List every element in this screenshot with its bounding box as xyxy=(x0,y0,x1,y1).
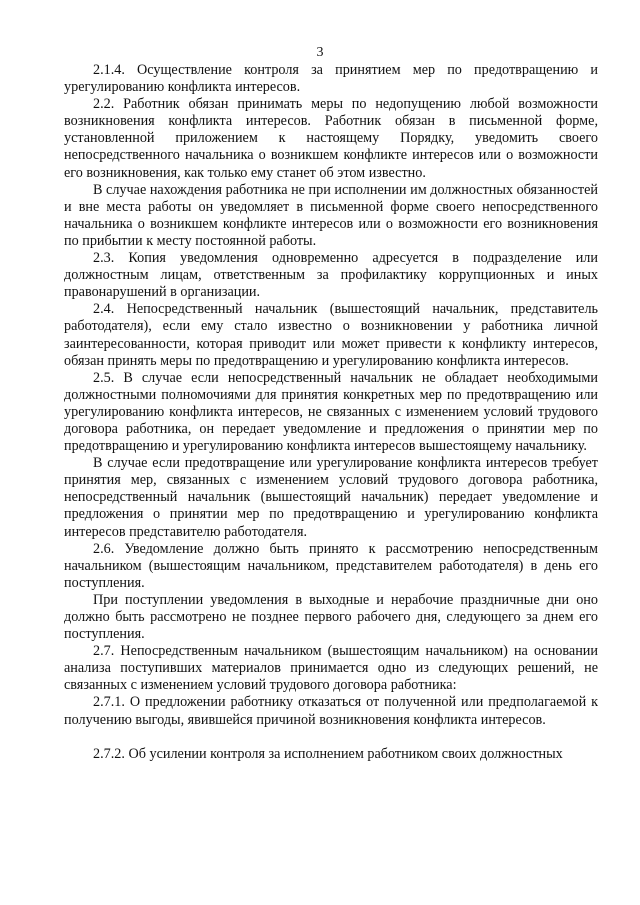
paragraph-2-7: 2.7. Непосредственным начальником (вышестоящим начальником) на основании анализа поступивших материалов принимается одно из следующих решений, не связанных с изменением условий трудового договора работника: xyxy=(64,643,598,694)
paragraph-2-2-continued: В случае нахождения работника не при исполнении им должностных обязанностей и вне места работы он уведомляет в письменной форме своего непосредственного начальника о возникшем конфликте интересов или о возможности его возникновения по прибытии к месту постоянной работы. xyxy=(64,181,598,249)
document-body xyxy=(64,62,598,763)
paragraph-2-2: 2.2. Работник обязан принимать меры по недопущению любой возможности возникновения конфликта интересов. Работник обязан в письменной форме, установленной приложением к настоящему Порядку, уведомить своего непосредственного начальника о возникшем конфликте интересов или о возможности его возникновения, как только ему станет об этом известно. xyxy=(64,96,598,181)
paragraph-gap xyxy=(64,729,598,746)
paragraph-2-1-4: 2.1.4. Осуществление контроля за принятием мер по предотвращению и урегулированию конфликта интересов. xyxy=(64,62,598,96)
paragraph-2-4: 2.4. Непосредственный начальник (вышестоящий начальник, представитель работодателя), если ему стало известно о возникновении у работника личной заинтересованности, которая приводит или может привести к конфликту интересов, обязан принять меры по предотвращению и урегулированию конфликта интересов. xyxy=(64,301,598,369)
paragraph-2-5: 2.5. В случае если непосредственный начальник не обладает необходимыми должностными полномочиями для принятия конкретных мер по предотвращению или урегулированию конфликта интересов, не связанных с изменением условий трудового договора работника, он передает уведомление и предложения о принятии мер по предотвращению и урегулированию конфликта интересов вышестоящему начальнику. xyxy=(64,369,598,455)
paragraph-2-7-2: 2.7.2. Об усилении контроля за исполнением работником своих должностных xyxy=(93,745,563,762)
paragraph-2-6-continued: При поступлении уведомления в выходные и нерабочие праздничные дни оно должно быть рассмотрено не позднее первого рабочего дня, следующего за днем его поступления. xyxy=(64,591,598,643)
paragraph-2-6: 2.6. Уведомление должно быть принято к рассмотрению непосредственным начальником (вышестоящим начальником, представителем работодателя) в день его поступления. xyxy=(64,540,598,591)
paragraph-2-3: 2.3. Копия уведомления одновременно адресуется в подразделение или должностным лицам, ответственным за профилактику коррупционных и иных правонарушений в организации. xyxy=(64,250,598,301)
paragraph-2-5-continued: В случае если предотвращение или урегулирование конфликта интересов требует принятия мер, связанных с изменением условий трудового договора работника, непосредственный начальник (вышестоящий начальник) передает уведомление и предложения о принятии мер по предотвращению и урегулированию конфликта интересов представителю работодателя. xyxy=(64,455,598,540)
page-number: 3 xyxy=(316,45,324,60)
paragraph-2-7-1: 2.7.1. О предложении работнику отказаться от полученной или предполагаемой к получению выгоды, явившейся причиной возникновения конфликта интересов. xyxy=(64,694,598,728)
